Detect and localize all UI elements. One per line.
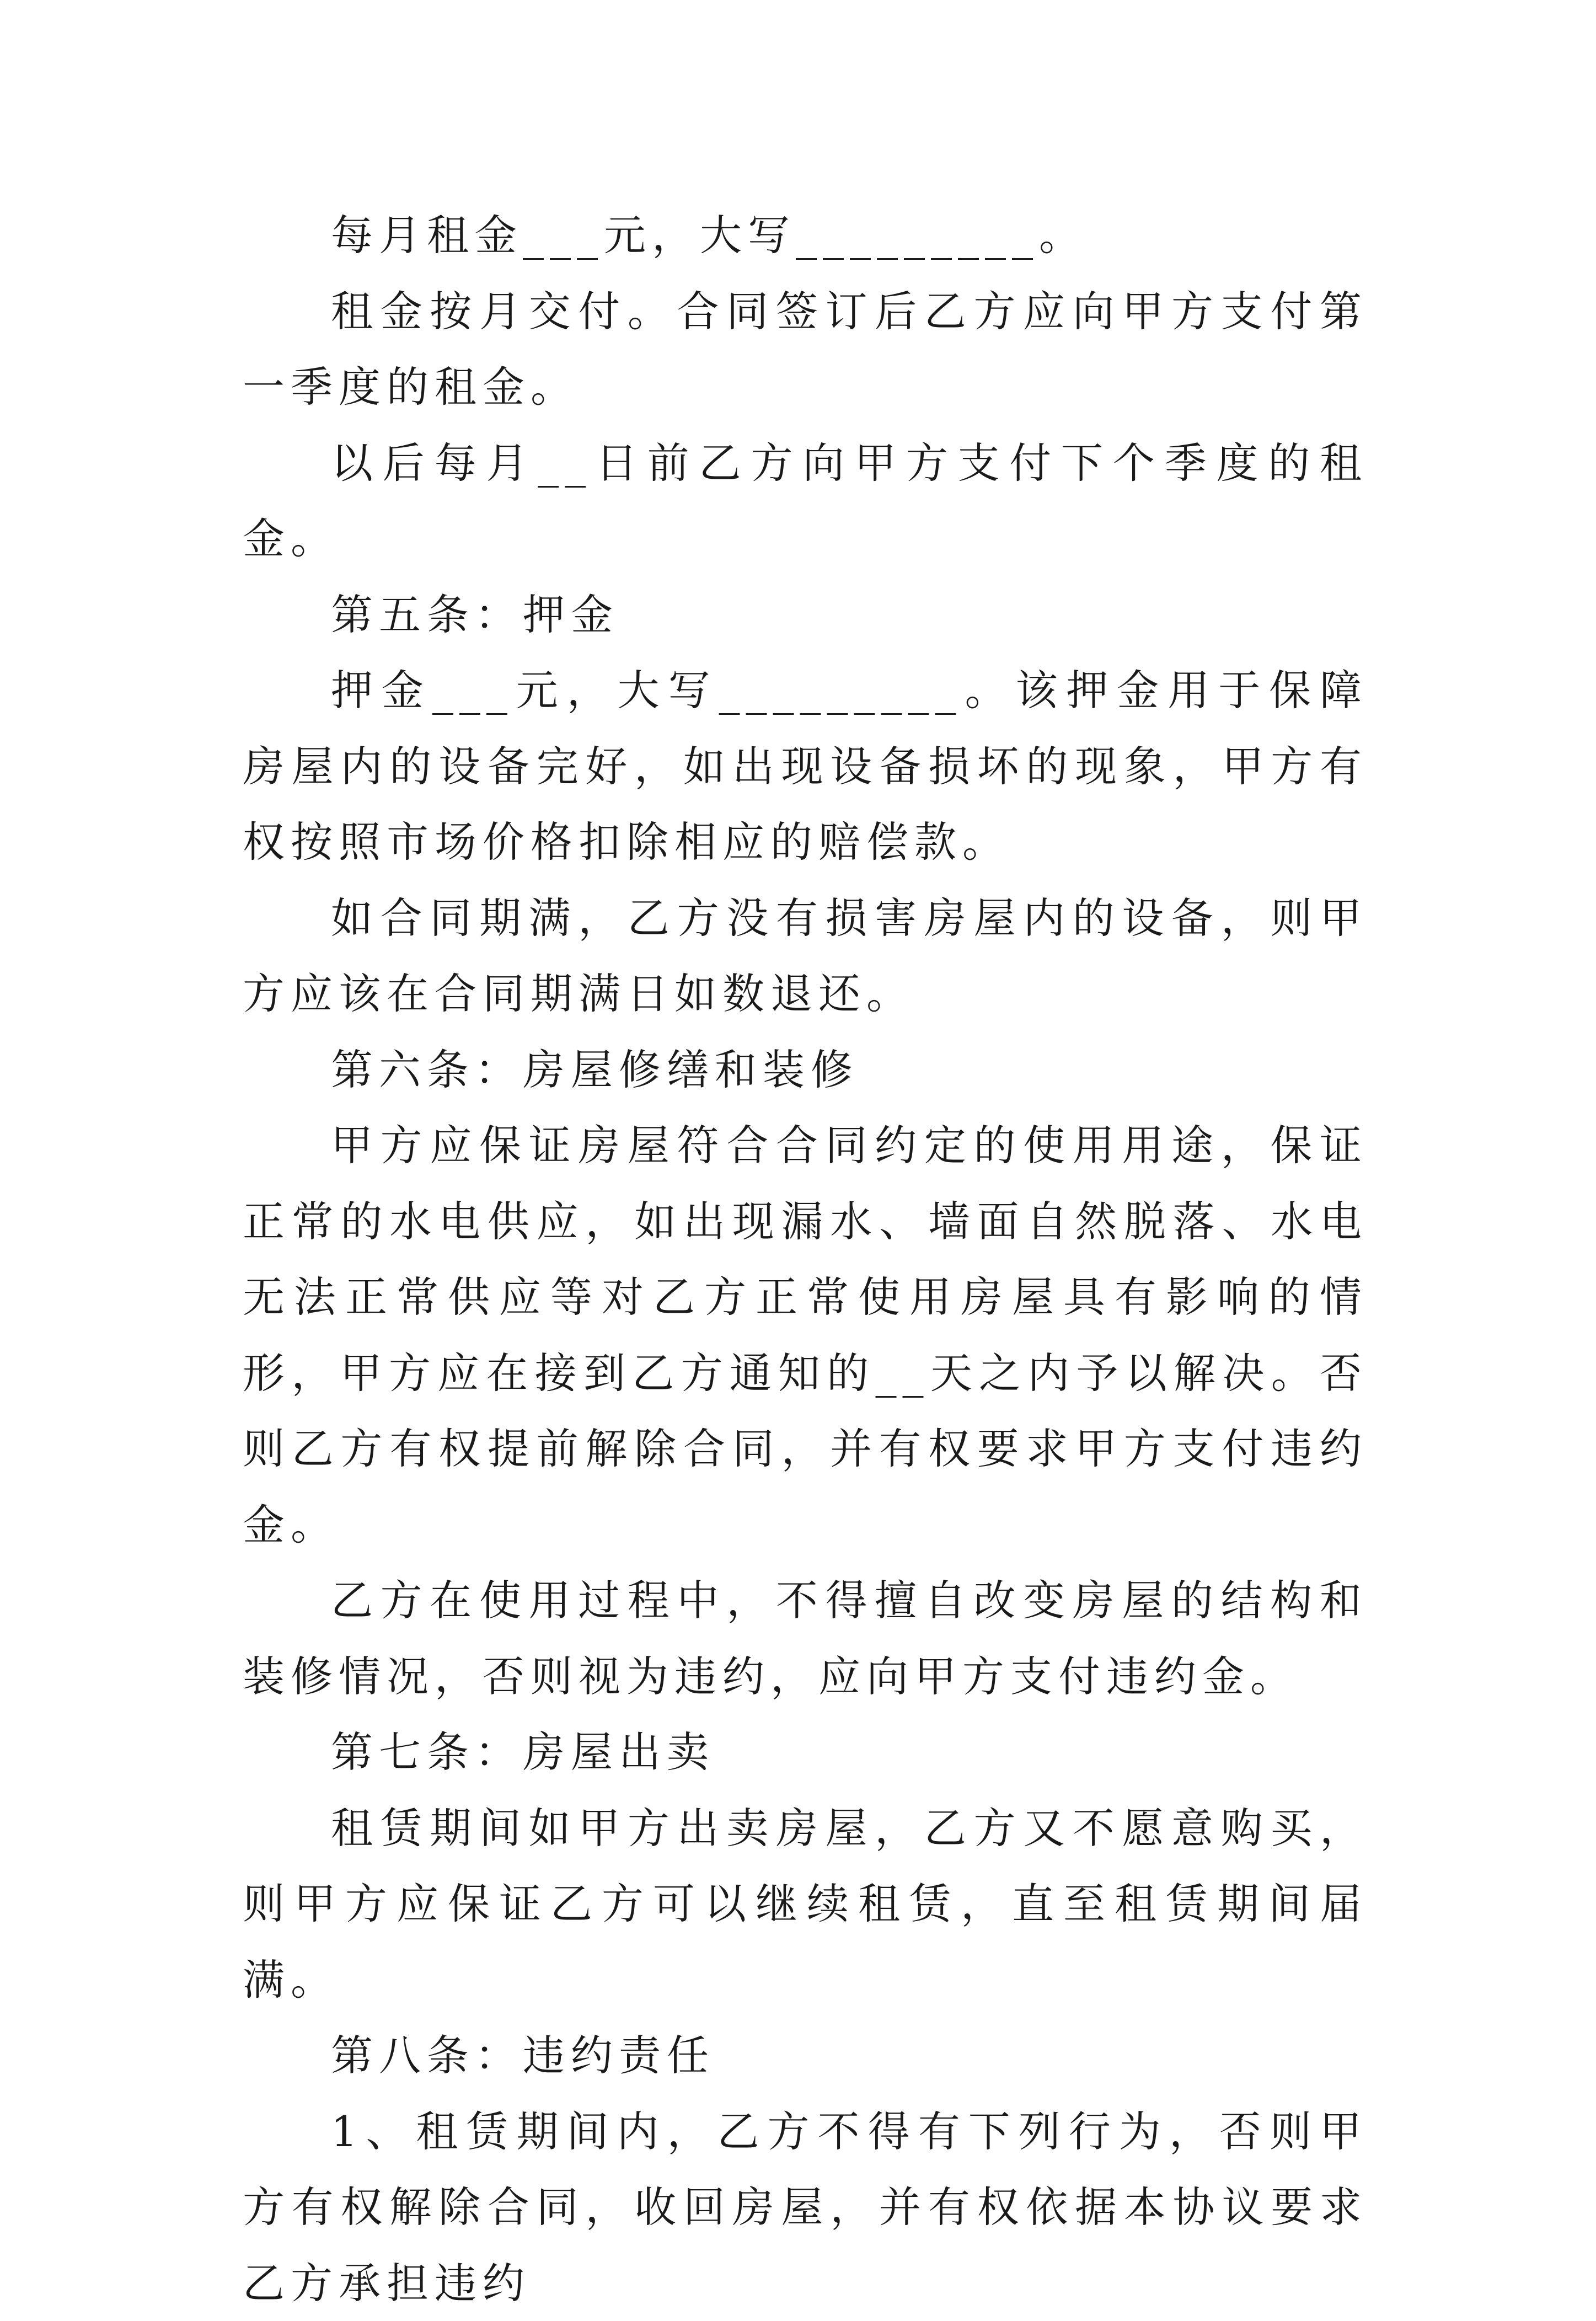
paragraph-deposit-amount: 押金___元，大写_________。该押金用于保障房屋内的设备完好，如出现设备损坏的现象，甲方有权按照市场价格扣除相应的赔偿款。 — [243, 653, 1368, 880]
paragraph-breach-1: 1、租赁期间内，乙方不得有下列行为，否则甲方有权解除合同，收回房屋，并有权依据本协议要求乙方承担违约 — [243, 2094, 1368, 2321]
paragraph-sale-clause: 租赁期间如甲方出卖房屋，乙方又不愿意购买，则甲方应保证乙方可以继续租赁，直至租赁期间届满。 — [243, 1790, 1368, 2018]
paragraph-rent-later: 以后每月__日前乙方向甲方支付下个季度的租金。 — [243, 425, 1368, 577]
paragraph-repair-tenant: 乙方在使用过程中，不得擅自改变房屋的结构和装修情况，否则视为违约，应向甲方支付违约金。 — [243, 1563, 1368, 1714]
article-5-heading: 第五条：押金 — [243, 577, 1368, 653]
article-6-heading: 第六条：房屋修缮和装修 — [243, 1032, 1368, 1108]
article-8-heading: 第八条：违约责任 — [243, 2018, 1368, 2094]
document-body — [243, 197, 1368, 2321]
paragraph-repair-landlord: 甲方应保证房屋符合合同约定的使用用途，保证正常的水电供应，如出现漏水、墙面自然脱落、水电无法正常供应等对乙方正常使用房屋具有影响的情形，甲方应在接到乙方通知的__天之内予以解决。否则乙方有权提前解除合同，并有权要求甲方支付违约金。 — [243, 1108, 1368, 1563]
paragraph-monthly-rent: 每月租金___元，大写_________。 — [243, 197, 1368, 274]
article-7-heading: 第七条：房屋出卖 — [243, 1714, 1368, 1790]
paragraph-deposit-refund: 如合同期满，乙方没有损害房屋内的设备，则甲方应该在合同期满日如数退还。 — [243, 880, 1368, 1032]
paragraph-rent-payment: 租金按月交付。合同签订后乙方应向甲方支付第一季度的租金。 — [243, 274, 1368, 425]
